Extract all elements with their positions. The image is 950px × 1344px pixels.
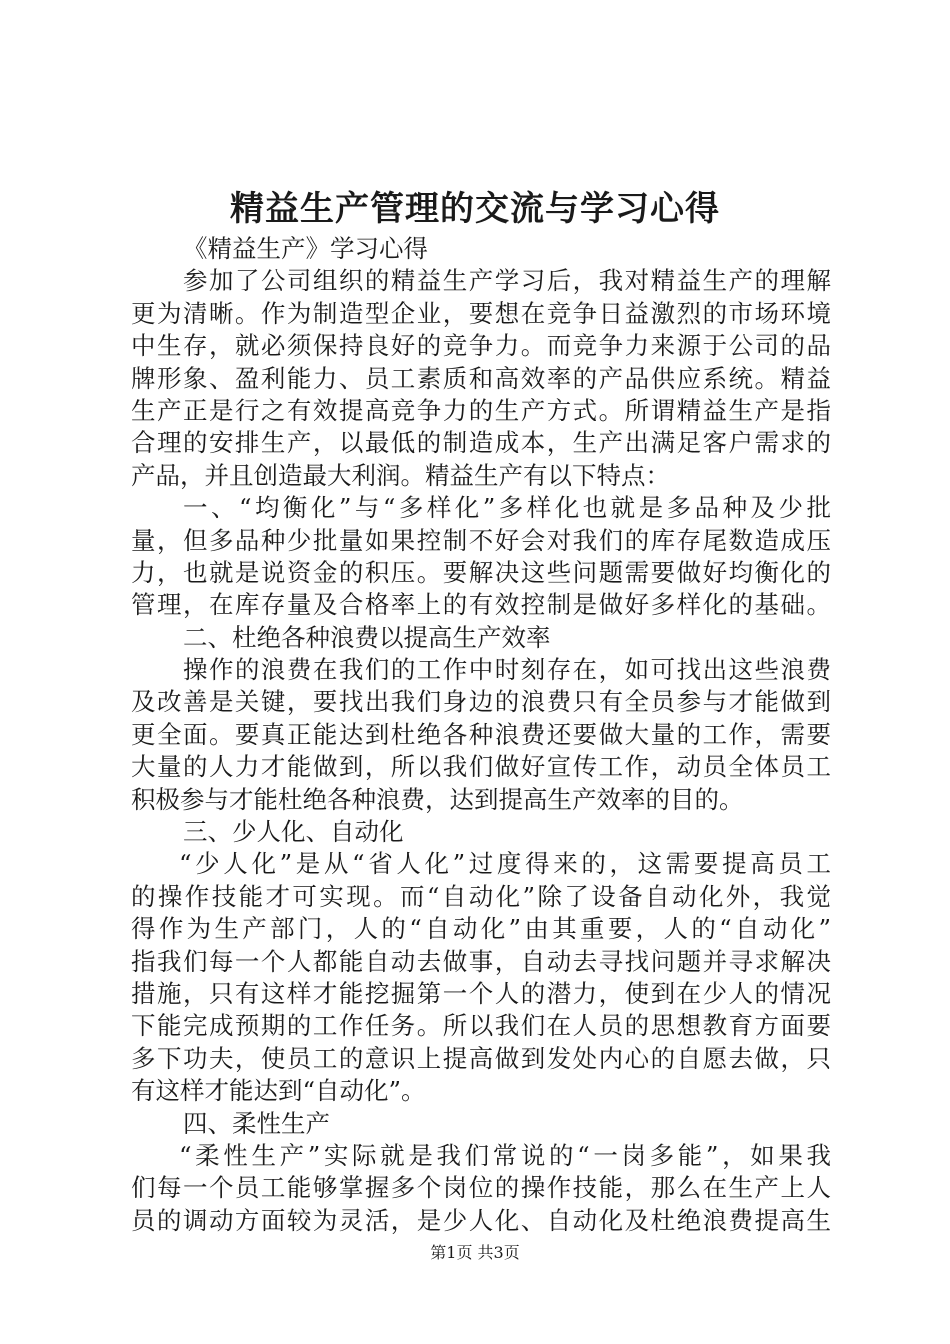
paragraph-line: 积极参与才能杜绝各种浪费，达到提高生产效率的目的。 (131, 784, 744, 814)
paragraph-line: 更全面。要真正能达到杜绝各种浪费还要做大量的工作，需要 (131, 719, 831, 749)
section-heading: 三、少人化、自动化 (183, 817, 404, 847)
section-heading: 二、杜绝各种浪费以提高生产效率 (183, 622, 551, 652)
paragraph-line: 下能完成预期的工作任务。所以我们在人员的思想教育方面要 (131, 1011, 831, 1041)
paragraph-line: 中生存，就必须保持良好的竞争力。而竞争力来源于公司的品 (131, 331, 831, 361)
paragraph-line: 有这样才能达到“自动化”。 (131, 1076, 426, 1106)
paragraph-line: 多下功夫，使员工的意识上提高做到发处内心的自愿去做，只 (131, 1043, 831, 1073)
subtitle-line: 《精益生产》学习心得 (183, 234, 428, 263)
paragraph-line: 量，但多品种少批量如果控制不好会对我们的库存尾数造成压 (131, 525, 831, 555)
paragraph-line: 参加了公司组织的精益生产学习后，我对精益生产的理解 (183, 266, 831, 296)
section-heading: 四、柔性生产 (183, 1108, 330, 1138)
paragraph-line: 力，也就是说资金的积压。要解决这些问题需要做好均衡化的 (131, 557, 831, 587)
document-body (131, 233, 831, 1237)
paragraph-line: 牌形象、盈利能力、员工素质和高效率的产品供应系统。精益 (131, 363, 831, 393)
page-footer: 第1页 共3页 (430, 1243, 520, 1262)
paragraph-line: 员的调动方面较为灵活，是少人化、自动化及杜绝浪费提高生 (131, 1205, 831, 1235)
paragraph-line: 更为清晰。作为制造型企业，要想在竞争日益激烈的市场环境 (131, 298, 831, 328)
paragraph-line: 们每一个员工能够掌握多个岗位的操作技能，那么在生产上人 (131, 1173, 831, 1203)
paragraph-line: 得作为生产部门，人的“自动化”由其重要，人的“自动化” (131, 914, 831, 944)
paragraph-line: 操作的浪费在我们的工作中时刻存在，如可找出这些浪费 (183, 655, 831, 685)
paragraph-line: 产品，并且创造最大利润。精益生产有以下特点： (131, 460, 670, 490)
paragraph-line: 措施，只有这样才能挖掘第一个人的潜力，使到在少人的情况 (131, 978, 831, 1008)
paragraph-line: 的操作技能才可实现。而“自动化”除了设备自动化外，我觉 (131, 881, 831, 911)
paragraph-line: 管理，在库存量及合格率上的有效控制是做好多样化的基础。 (131, 590, 831, 620)
paragraph-line: “柔性生产”实际就是我们常说的“一岗多能”，如果我 (179, 1140, 831, 1170)
paragraph-line: 一、“均衡化”与“多样化”多样化也就是多品种及少批 (183, 493, 831, 523)
paragraph-line: 指我们每一个人都能自动去做事，自动去寻找问题并寻求解决 (131, 946, 831, 976)
paragraph-line: 及改善是关键，要找出我们身边的浪费只有全员参与才能做到 (131, 687, 831, 717)
document-title: 精益生产管理的交流与学习心得 (230, 189, 720, 229)
paragraph-line: “少人化”是从“省人化”过度得来的，这需要提高员工 (179, 849, 831, 879)
paragraph-line: 合理的安排生产，以最低的制造成本，生产出满足客户需求的 (131, 428, 831, 458)
paragraph-line: 生产正是行之有效提高竞争力的生产方式。所谓精益生产是指 (131, 395, 831, 425)
paragraph-line: 大量的人力才能做到，所以我们做好宣传工作，动员全体员工 (131, 752, 831, 782)
